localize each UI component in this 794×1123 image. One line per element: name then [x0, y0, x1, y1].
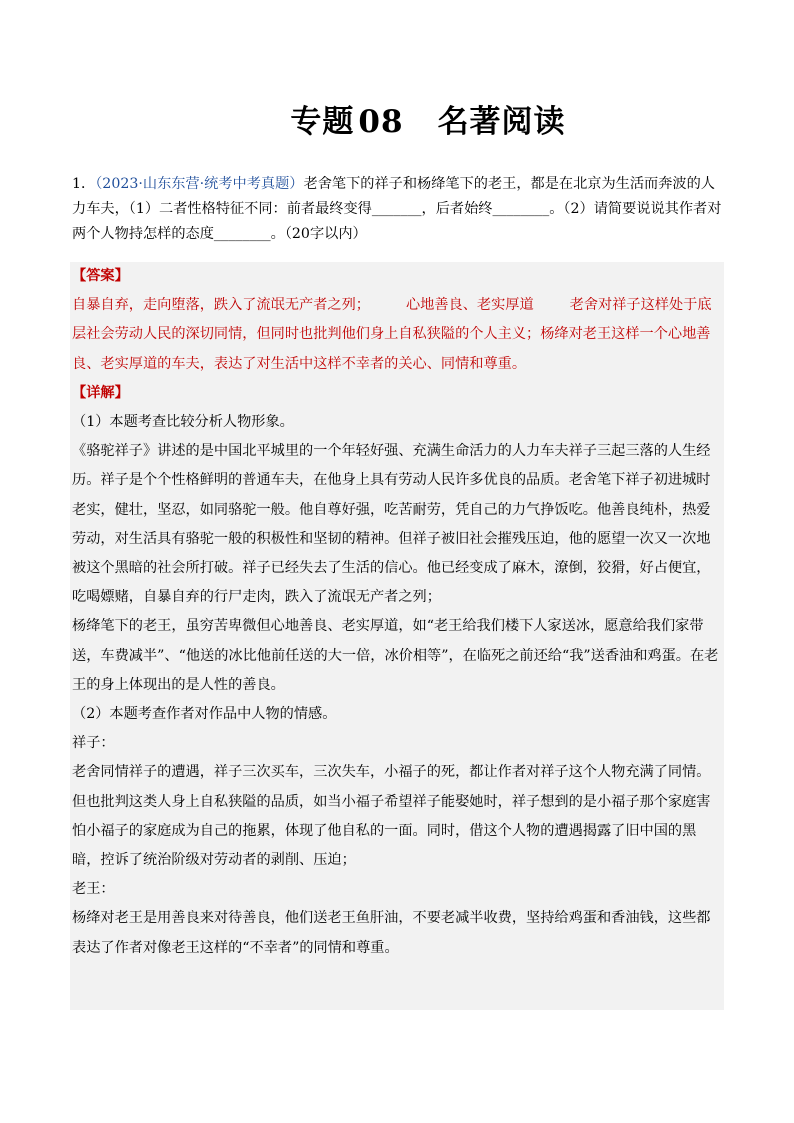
detail-paragraph: （2）本题考查作者对作品中人物的情感。 — [72, 706, 337, 723]
detail-paragraph: 祥子： — [72, 735, 115, 752]
detail-paragraph: 《骆驼祥子》讲述的是中国北平城里的一个年轻好强、充满生命活力的人力车夫祥子三起三落的人生经历。祥子是个个性格鲜明的普通车夫，在他身上具有劳动人民许多优良的品质。老舍笔下祥子初进城时老实，健壮，坚忍，如同骆驼一般。他自尊好强，吃苦耐劳，凭自己的力气挣饭吃。他善良纯朴，热爱劳动，对生活具有骆驼一般的积极性和坚韧的精神。但祥子被旧社会摧残压迫，他的愿望一次又一次地被这个黑暗的社会所打破。祥子已经失去了生活的信心。他已经变成了麻木，潦倒，狡猾，好占便宜，吃喝嫖赌，自暴自弃的行尸走肉，跌入了流氓无产者之列； — [72, 443, 711, 606]
detail-paragraph: 老舍同情祥子的遭遇，祥子三次买车，三次失车，小福子的死，都让作者对祥子这个人物充满了同情。但也批判这类人身上自私狭隘的品质，如当小福子希望祥子能娶她时，祥子想到的是小福子那个家庭害怕小福子的家庭成为自己的拖累，体现了他自私的一面。同时，借这个人物的遭遇揭露了旧中国的黑暗，控诉了统治阶级对劳动者的剥削、压迫； — [72, 764, 711, 869]
page-title — [0, 96, 794, 141]
title-name: 名著阅读 — [437, 104, 566, 140]
answer-part-3: 老舍对祥子这样处于底层社会劳动人民的深切同情，但同时也批判他们身上自私狭隘的个人主义；杨绛对老王这样一个心地善良、老实厚道的车夫，表达了对生活中这样不幸者的关心、同情和尊重。 — [72, 297, 712, 372]
question-source: （2023·山东东营·统考中考真题） — [95, 176, 304, 192]
answer-text — [72, 291, 722, 379]
detail-paragraph: 老王： — [72, 881, 115, 898]
answer-block — [70, 262, 724, 1010]
title-number: 08 — [358, 104, 404, 140]
answer-part-2: 心地善良、老实厚道 — [405, 297, 534, 314]
question-text: 老舍笔下的祥子和杨绛笔下的老王，都是在北京为生活而奔波的人力车夫，（1）二者性格特征不同：前者最终变得_______，后者始终________。（2）请简要说说其作者对两个人物持怎样的态度________。（20字以内） — [72, 176, 722, 242]
detail-tag: 【详解】 — [72, 384, 129, 401]
detail-paragraph: 杨绛笔下的老王，虽穷苦卑微但心地善良、老实厚道，如“老王给我们楼下人家送冰，愿意给我们家带送，车费减半”、“他送的冰比他前任送的大一倍，冰价相等”，在临死之前还给“我”送香油和鸡蛋。在老王的身上体现出的是人性的善良。 — [72, 618, 719, 693]
answer-part-1: 自暴自弃，走向堕落，跌入了流氓无产者之列； — [72, 297, 370, 314]
title-prefix: 专题 — [290, 104, 355, 140]
question — [72, 172, 724, 247]
detail-paragraph: 杨绛对老王是用善良来对待善良，他们送老王鱼肝油，不要老减半收费，坚持给鸡蛋和香油钱，这些都表达了作者对像老王这样的“不幸者”的同情和尊重。 — [72, 910, 711, 956]
question-number: 1． — [72, 176, 96, 192]
detail-paragraph: （1）本题考查比较分析人物形象。 — [72, 414, 294, 431]
answer-tag: 【答案】 — [72, 268, 129, 284]
